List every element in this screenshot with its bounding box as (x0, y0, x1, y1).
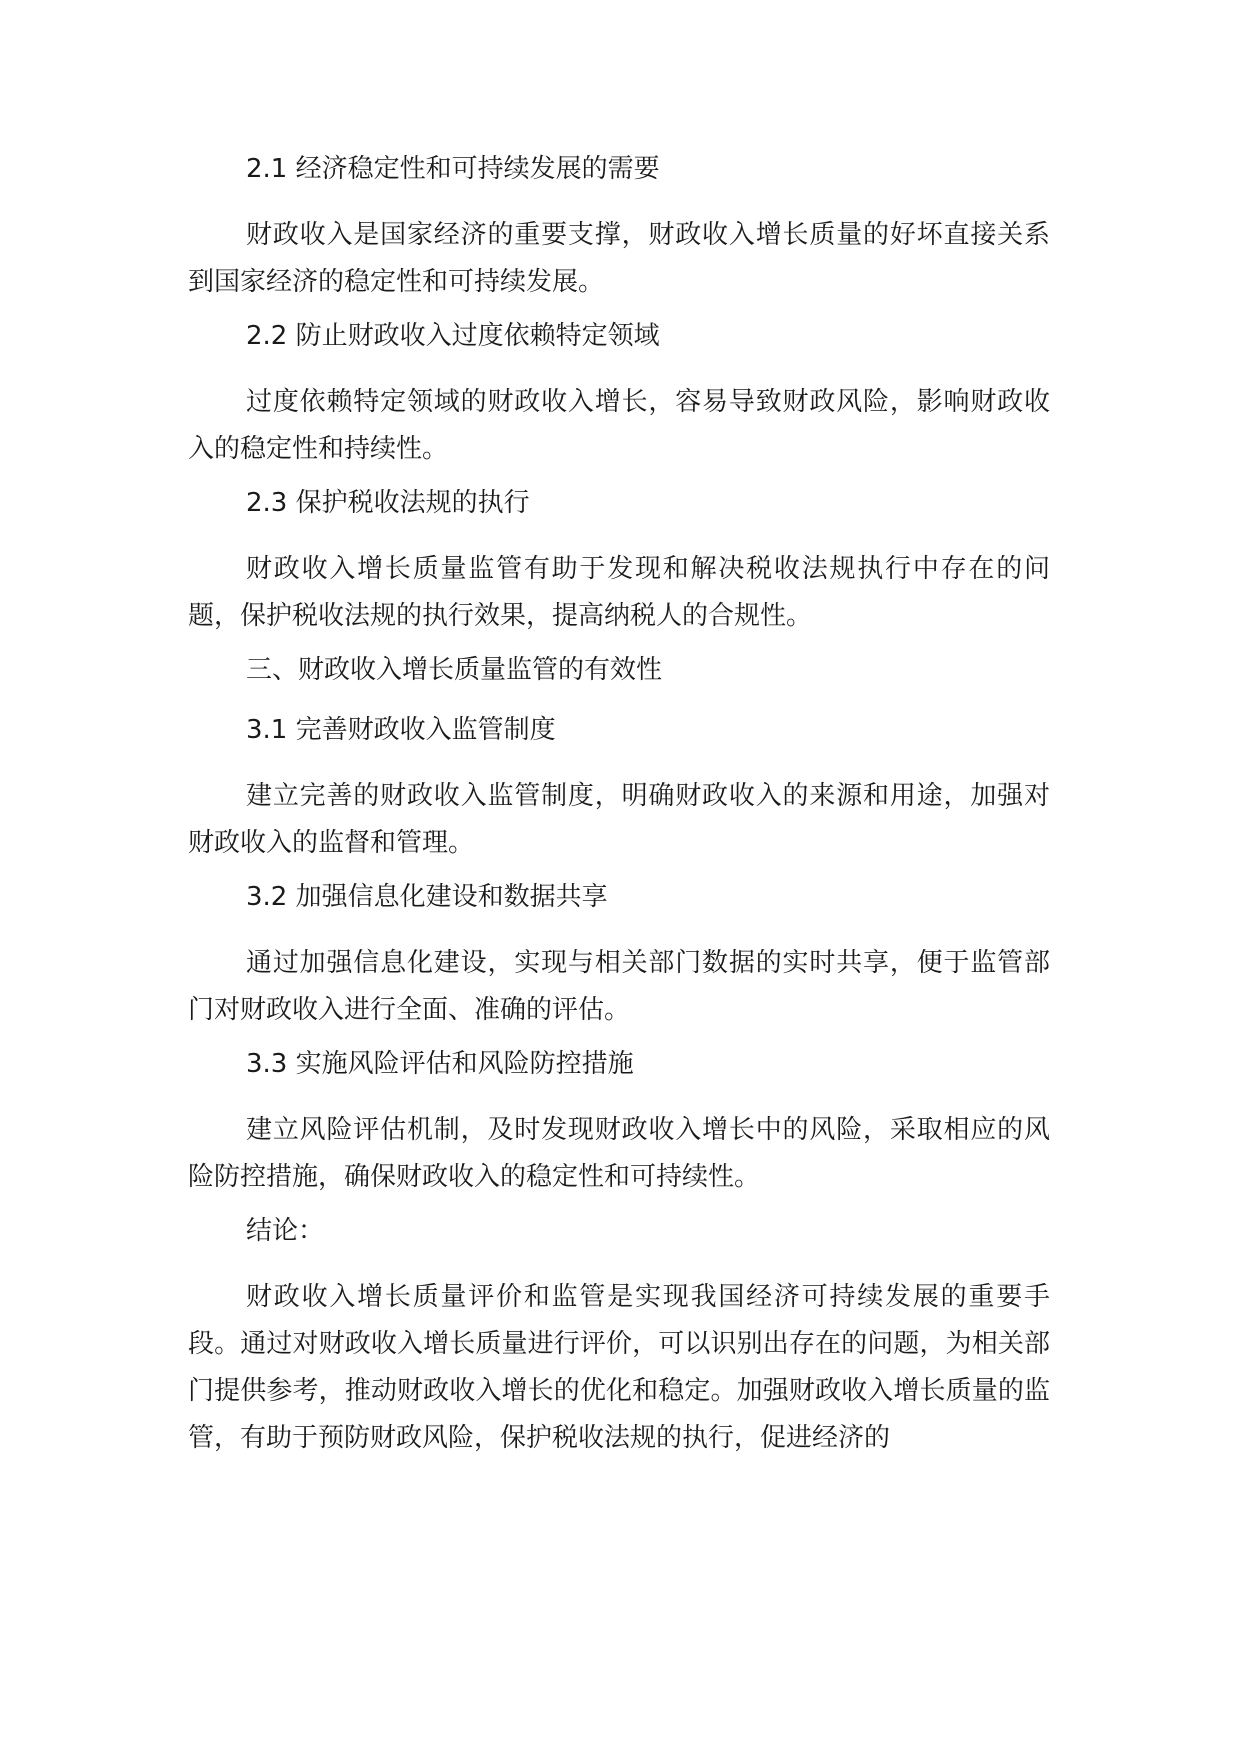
section-heading-2-2: 2.2 防止财政收入过度依赖特定领域 (246, 321, 660, 351)
document-page (188, 152, 1050, 1475)
section-heading-2-3: 2.3 保护税收法规的执行 (246, 488, 530, 518)
section-heading-2-1: 2.1 经济稳定性和可持续发展的需要 (246, 154, 660, 184)
paragraph-3-3: 建立风险评估机制，及时发现财政收入增长中的风险，采取相应的风险防控措施，确保财政收入的稳定性和可持续性。 (188, 1115, 1050, 1192)
section-heading-3-1: 3.1 完善财政收入监管制度 (246, 715, 556, 745)
section-heading-3-3: 3.3 实施风险评估和风险防控措施 (246, 1049, 634, 1079)
paragraph-3-2: 通过加强信息化建设，实现与相关部门数据的实时共享，便于监管部门对财政收入进行全面、准确的评估。 (188, 948, 1050, 1025)
section-heading-3-2: 3.2 加强信息化建设和数据共享 (246, 882, 608, 912)
paragraph-2-3: 财政收入增长质量监管有助于发现和解决税收法规执行中存在的问题，保护税收法规的执行效果，提高纳税人的合规性。 (188, 554, 1050, 631)
chapter-heading-3: 三、财政收入增长质量监管的有效性 (246, 655, 663, 685)
conclusion-paragraph: 财政收入增长质量评价和监管是实现我国经济可持续发展的重要手段。通过对财政收入增长质量进行评价，可以识别出存在的问题，为相关部门提供参考，推动财政收入增长的优化和稳定。加强财政收入增长质量的监管，有助于预防财政风险，保护税收法规的执行，促进经济的 (188, 1282, 1050, 1453)
paragraph-3-1: 建立完善的财政收入监管制度，明确财政收入的来源和用途，加强对财政收入的监督和管理。 (188, 781, 1050, 858)
paragraph-2-2: 过度依赖特定领域的财政收入增长，容易导致财政风险，影响财政收入的稳定性和持续性。 (188, 387, 1050, 464)
conclusion-heading: 结论： (246, 1216, 325, 1246)
paragraph-2-1: 财政收入是国家经济的重要支撑，财政收入增长质量的好坏直接关系到国家经济的稳定性和可持续发展。 (188, 220, 1050, 297)
